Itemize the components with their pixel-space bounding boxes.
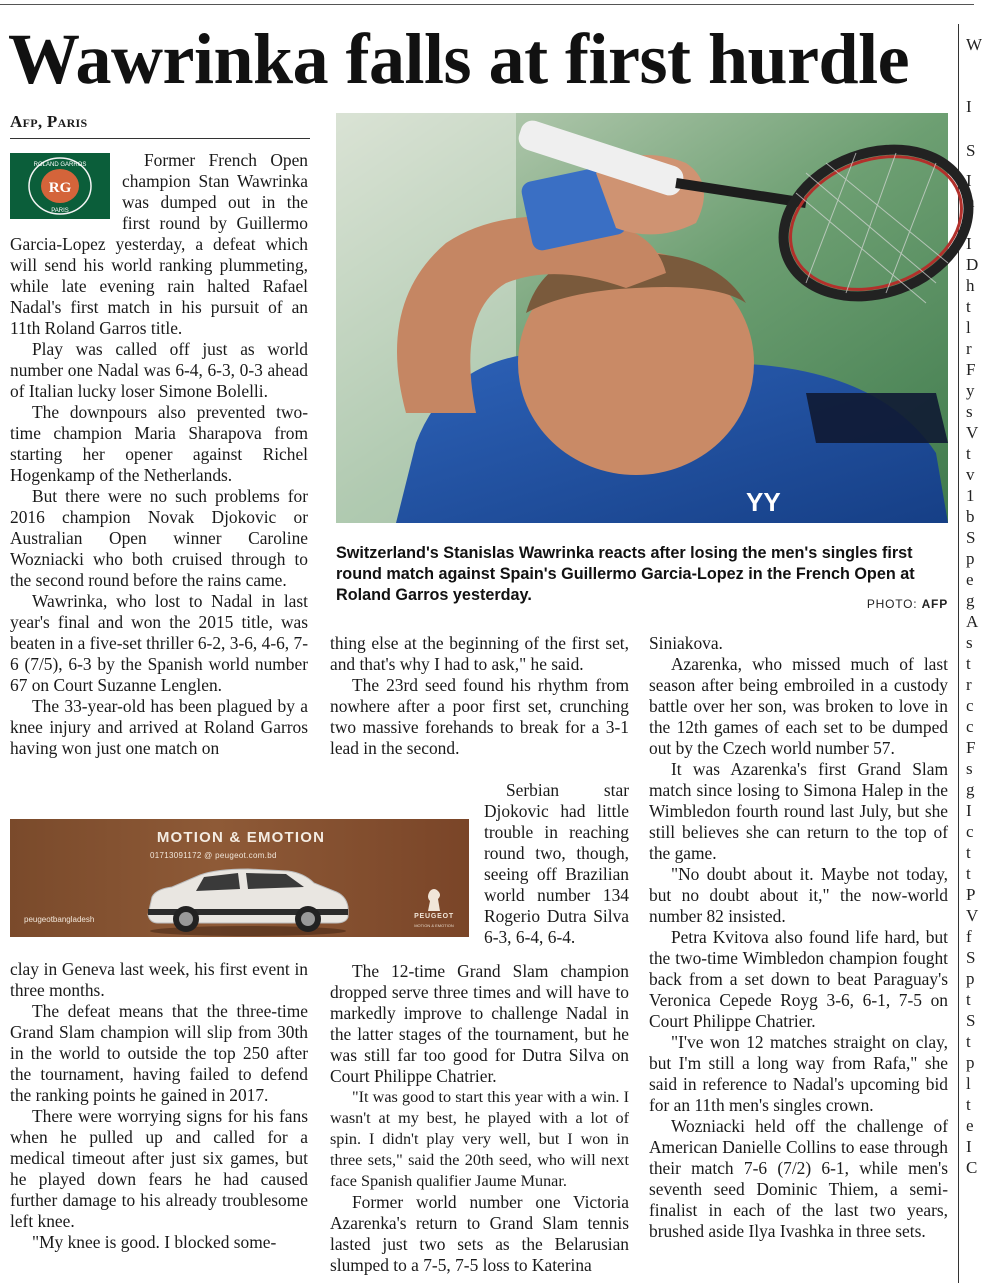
edge-letter: t	[966, 990, 971, 1009]
paragraph: Petra Kvitova also found life hard, but the two-time Wimbledon champion fought back from a set down to beat Paraguay's Veronica Cepede Royg 3-6, 6-1, 7-5 on Court Philippe Chatrier.	[649, 927, 948, 1031]
edge-letter: p	[966, 969, 975, 988]
headline: Wawrinka falls at first hurdle	[8, 19, 910, 99]
roland-garros-logo	[10, 153, 110, 219]
edge-letter: t	[966, 654, 971, 673]
edge-letter: t	[966, 843, 971, 862]
paragraph: "It was good to start this year with a win. I wasn't at my best, he played with a lot of spin. I didn't play very well, but I won in three sets," said the 20th seed, who will next face Spanish qualifier Jaume Munar.	[330, 1088, 629, 1190]
photo-credit-label: PHOTO:	[866, 597, 918, 611]
ad-contact: 01713091172 @ peugeot.com.bd	[150, 851, 277, 860]
photo-credit	[867, 597, 948, 611]
paragraph: The 12-time Grand Slam champion dropped serve three times and will have to markedly improve to challenge Nadal in the latter stages of the tournament, but he was still far too good for Dutra Silva on Court Philippe Chatrier.	[330, 961, 629, 1086]
paragraph: Azarenka, who missed much of last season after being embroiled in a custody battle over her son, was broken to love in the 12th games of each set to be dumped out by the Czech world number 57.	[649, 654, 948, 758]
edge-letter: P	[966, 885, 976, 904]
byline: Afp, Paris	[10, 112, 88, 131]
article-column-2-continued	[330, 961, 629, 1276]
edge-letter: t	[966, 1095, 971, 1114]
edge-letter: p	[966, 549, 975, 568]
edge-letter: F	[966, 738, 976, 757]
paragraph: Wozniacki held off the challenge of American Danielle Collins to ease through their match 7-6 (7/2) 6-1, while men's seventh seed Dominic Thiem, a semi-finalist in each of the last two years, brushed aside Ilya Ivashka in three sets.	[649, 1116, 948, 1241]
paragraph: But there were no such problems for 2016 champion Novak Djokovic or Australian Open winner Caroline Wozniacki who both cruised through to the second round before the rains came.	[10, 486, 308, 590]
edge-letter: I	[966, 234, 972, 253]
peugeot-advertisement[interactable]	[10, 819, 469, 937]
edge-letter: f	[966, 927, 972, 946]
top-rule	[0, 4, 974, 5]
article-column-1	[10, 150, 308, 759]
edge-letter: l	[966, 1074, 971, 1093]
article-column-3	[649, 633, 948, 1242]
edge-letter: h	[966, 192, 975, 211]
shirt-logo: YY	[746, 487, 781, 517]
edge-letter: c	[966, 822, 974, 841]
edge-letter: b	[966, 507, 975, 526]
edge-letter: t	[966, 213, 971, 232]
paragraph: thing else at the beginning of the first set, and that's why I had to ask," he said.	[330, 633, 629, 674]
ad-title: MOTION & EMOTION	[156, 829, 326, 846]
paragraph: The 33-year-old has been plagued by a knee injury and arrived at Roland Garros having won just one match on	[10, 696, 308, 758]
edge-letter: t	[966, 444, 971, 463]
edge-letter: I	[966, 171, 972, 190]
paragraph: Wawrinka, who lost to Nadal in last year's final and won the 2015 title, was beaten in a five-set thriller 6-2, 3-6, 4-6, 7-6 (7/5), 6-3 by the Spanish world number 67 on Court Suzanne Lenglen.	[10, 591, 308, 695]
edge-letter: t	[966, 297, 971, 316]
edge-letter: g	[966, 591, 975, 610]
wawrinka-photo	[336, 113, 948, 523]
byline-rule	[10, 138, 310, 139]
paragraph: The 23rd seed found his rhythm from nowhere after a poor first set, crunching two massive forehands to break for a 3-1 lead in the second.	[330, 675, 629, 758]
edge-letter: s	[966, 402, 973, 421]
ad-brand: PEUGEOT	[414, 913, 454, 920]
edge-letter: r	[966, 675, 972, 694]
paragraph: Serbian star Djokovic had little trouble in reaching round two, though, seeing off Brazilian world number 134 Rogerio Dutra Silva 6-3, 6-4, 6-4.	[484, 780, 629, 947]
edge-letter: 1	[966, 486, 975, 505]
edge-letter: A	[966, 612, 979, 631]
photo-credit-source: AFP	[921, 597, 948, 611]
paragraph: Siniakova.	[649, 633, 723, 653]
edge-letter: S	[966, 141, 976, 160]
edge-letter: h	[966, 276, 975, 295]
edge-letter: I	[966, 97, 972, 116]
edge-letter: C	[966, 1158, 978, 1177]
edge-letter: r	[966, 339, 972, 358]
logo-bottom-text: PARIS	[51, 208, 69, 214]
edge-letter: p	[966, 1053, 975, 1072]
edge-letter: t	[966, 864, 971, 883]
ad-social-handle: peugeotbangladesh	[24, 915, 95, 924]
logo-top-text: ROLAND GARROS	[33, 162, 87, 168]
logo-monogram: RG	[48, 180, 72, 196]
edge-letter: S	[966, 528, 976, 547]
paragraph: It was Azarenka's first Grand Slam match since losing to Simona Halep in the Wimbledon fourth round last July, but she still believes she can return to the top of the game.	[649, 759, 948, 863]
edge-letter: V	[966, 906, 979, 925]
edge-letter: e	[966, 1116, 974, 1135]
peugeot-lion-icon	[422, 887, 446, 913]
edge-letter: c	[966, 717, 974, 736]
paragraph: Play was called off just as world number one Nadal was 6-4, 6-3, 0-3 ahead of Italian lucky loser Simone Bolelli.	[10, 339, 308, 401]
photo-caption: Switzerland's Stanislas Wawrinka reacts after losing the men's singles first round match against Spain's Guillermo Garcia-Lopez in the French Open at Roland Garros yesterday.	[336, 544, 915, 604]
edge-letter: v	[966, 465, 975, 484]
article-column-2	[330, 633, 629, 759]
paragraph: Former French Open champion Stan Wawrinka was dumped out in the first round by Guillermo Garcia-Lopez yesterday, a defeat which will send his world ranking plummeting, while late evening rain halted Rafael Nadal's first match in his pursuit of an 11th Roland Garros title.	[10, 150, 308, 338]
edge-letter: t	[966, 1032, 971, 1051]
edge-letter: S	[966, 1011, 976, 1030]
paragraph: Former world number one Victoria Azarenka's return to Grand Slam tennis lasted just two sets as the Belarusian slumped to a 7-5, 7-5 loss to Katerina	[330, 1192, 629, 1275]
edge-letter: g	[966, 780, 975, 799]
article-column-2-inset	[484, 780, 629, 948]
edge-letter: c	[966, 696, 974, 715]
edge-letter: F	[966, 360, 976, 379]
paragraph: The downpours also prevented two-time champion Maria Sharapova from starting her opener against Richel Hogenkamp of the Netherlands.	[10, 402, 308, 485]
edge-letter: y	[966, 381, 975, 400]
paragraph: "My knee is good. I blocked some-	[32, 1232, 277, 1252]
edge-letter: D	[966, 255, 979, 274]
edge-letter: W	[966, 35, 982, 54]
ad-tagline: MOTION & EMOTION	[414, 923, 454, 928]
edge-letter: I	[966, 801, 972, 820]
edge-letter: l	[966, 318, 971, 337]
edge-letter: s	[966, 633, 973, 652]
car-image	[138, 857, 358, 937]
column-rule	[958, 24, 959, 1283]
paragraph: The defeat means that the three-time Grand Slam champion will slip from 30th in the world to outside the top 250 after the tournament, having failed to defend the ranking points he gained in 2017.	[10, 1001, 308, 1105]
paragraph: "No doubt about it. Maybe not today, but no doubt about it," the now-world number 82 insisted.	[649, 864, 948, 926]
edge-letter: V	[966, 423, 979, 442]
edge-letter: S	[966, 948, 976, 967]
paragraph: "I've won 12 matches straight on clay, but I'm still a long way from Rafa," she said in reference to Nadal's upcoming bid for an 11th men's singles crown.	[649, 1032, 948, 1115]
paragraph: clay in Geneva last week, his first event in three months.	[10, 959, 308, 1000]
article-column-1-continued	[10, 959, 308, 1253]
paragraph: There were worrying signs for his fans when he pulled up and called for a medical timeout after just six games, but he played down fears he had caused further damage to his already troublesome left knee.	[10, 1106, 308, 1231]
edge-letter: I	[966, 1137, 972, 1156]
edge-letter: s	[966, 759, 973, 778]
edge-letter: e	[966, 570, 974, 589]
